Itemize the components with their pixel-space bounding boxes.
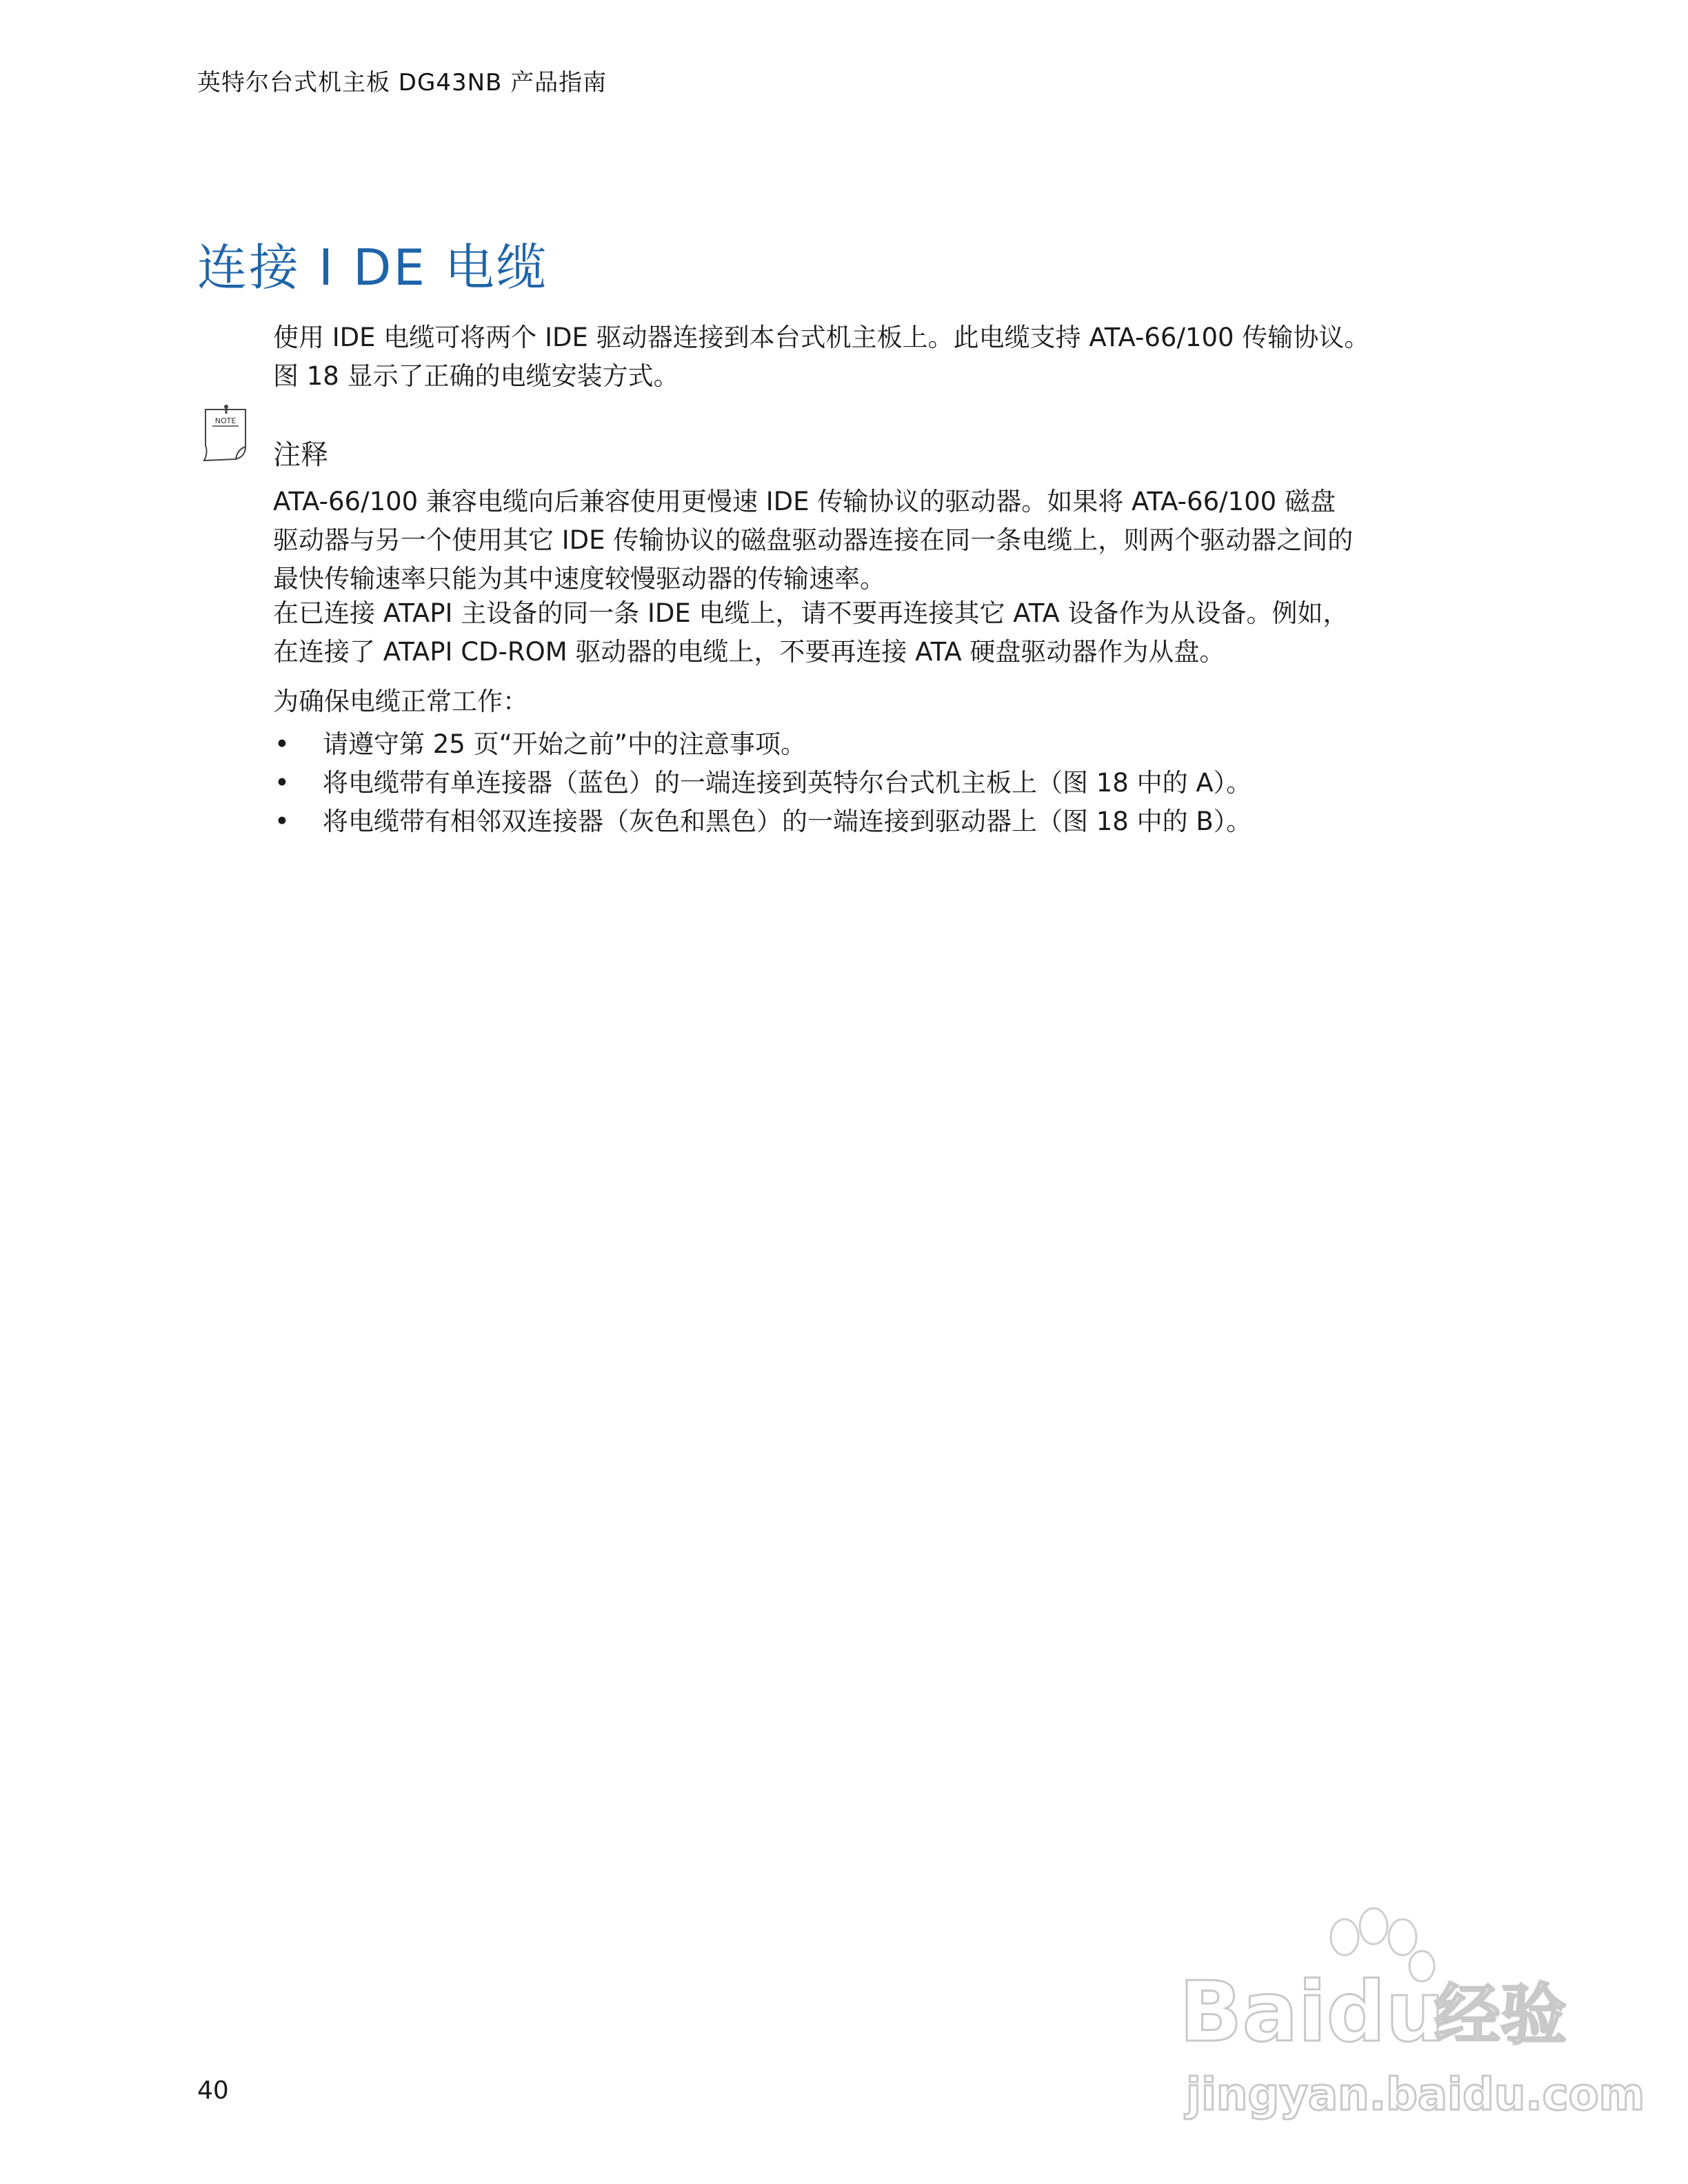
list-item-text: 将电缆带有相邻双连接器（灰色和黑色）的一端连接到驱动器上（图 18 中的 B）。 [323,807,1252,836]
intro-paragraph [273,318,1487,396]
list-item [273,725,1487,764]
bullet-marker: • [274,807,290,836]
note-line: 在已连接 ATAPI 主设备的同一条 IDE 电缆上，请不要再连接其它 ATA 设备作为从设备。例如， [273,598,1349,628]
page-number: 40 [197,2076,229,2105]
section-title: 连接 I DE 电缆 [197,239,548,296]
note-label: 注释 [273,439,328,471]
bullet-marker: • [274,768,290,798]
watermark-url: jingyan.baidu.com [1186,2070,1645,2121]
running-header: 英特尔台式机主板 DG43NB 产品指南 [197,69,607,97]
bullet-list [273,725,1487,841]
watermark-brand-cn: 经验 [1434,1976,1567,2054]
note-line: 驱动器与另一个使用其它 IDE 传输协议的磁盘驱动器连接在同一条电缆上，则两个驱动器之间的 [273,525,1354,555]
intro-line: 图 18 显示了正确的电缆安装方式。 [273,361,679,391]
note-paragraph-2 [273,594,1487,671]
watermark-brand: Baidu [1179,1965,1445,2061]
list-item [273,764,1487,802]
note-icon-label: NOTE [214,416,237,425]
list-item-text: 将电缆带有单连接器（蓝色）的一端连接到英特尔台式机主板上（图 18 中的 A）。 [323,768,1252,798]
ensure-lead: 为确保电缆正常工作： [273,687,528,716]
note-paragraph-1 [273,483,1487,598]
list-item-text: 请遵守第 25 页“开始之前”中的注意事项。 [323,729,806,759]
note-line: ATA-66/100 兼容电缆向后兼容使用更慢速 IDE 传输协议的驱动器。如果将 ATA-66/100 磁盘 [273,487,1336,516]
note-line: 最快传输速率只能为其中速度较慢驱动器的传输速率。 [273,564,885,594]
intro-line: 使用 IDE 电缆可将两个 IDE 驱动器连接到本台式机主板上。此电缆支持 ATA-66/100 传输协议。 [273,323,1370,352]
list-item [273,802,1487,841]
note-line: 在连接了 ATAPI CD-ROM 驱动器的电缆上，不要再连接 ATA 硬盘驱动器作为从盘。 [273,637,1225,667]
baidu-watermark [1172,1903,1645,2137]
note-icon [197,404,254,465]
bullet-marker: • [274,729,290,759]
